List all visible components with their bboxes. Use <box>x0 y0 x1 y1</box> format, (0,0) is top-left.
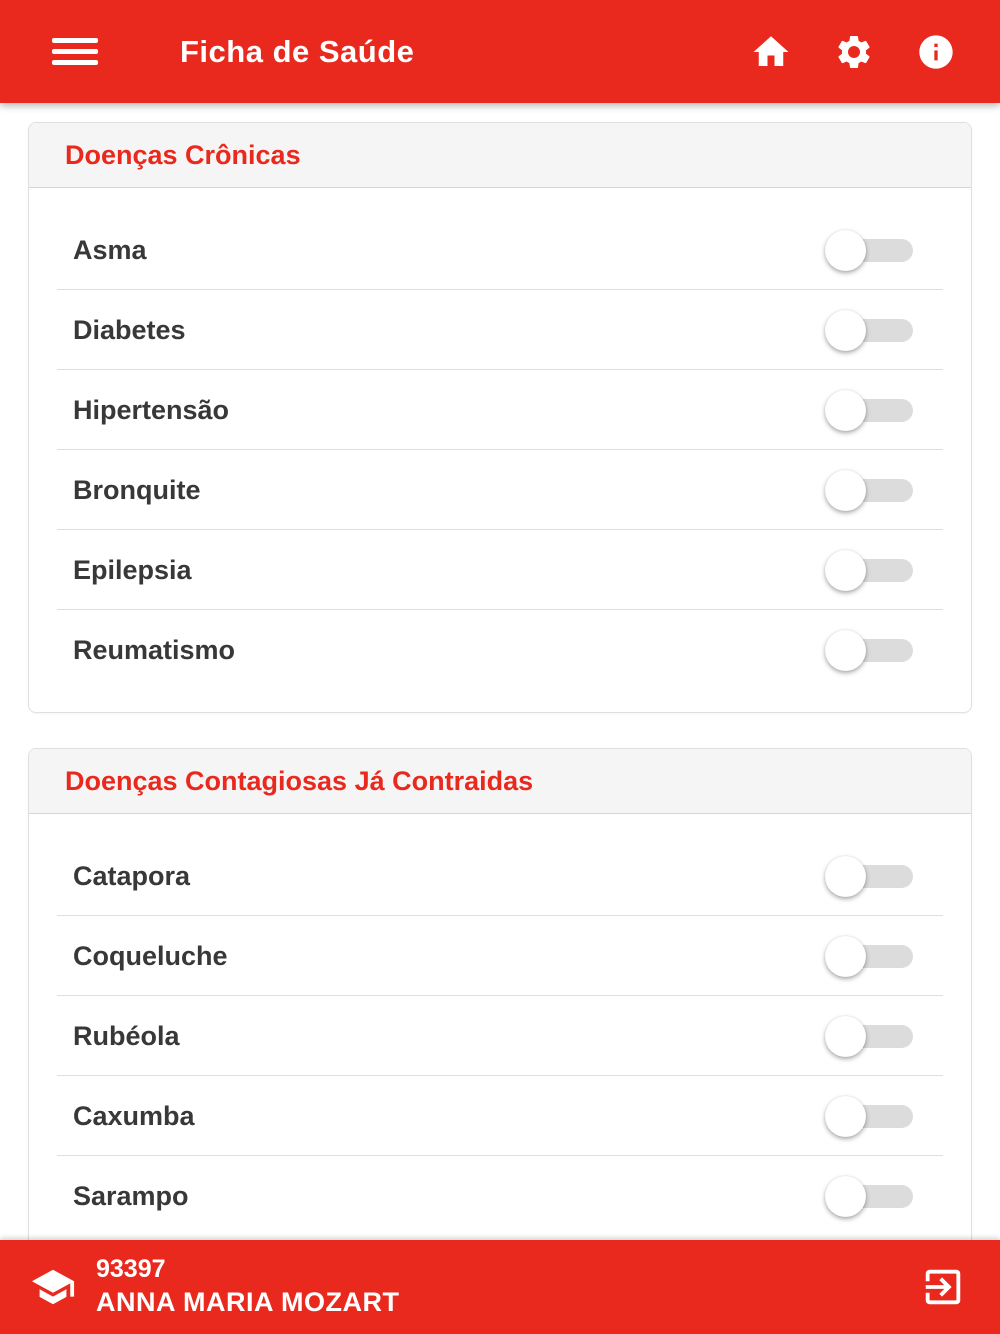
logout-button[interactable] <box>920 1264 966 1310</box>
toggle-switch[interactable] <box>829 469 913 511</box>
disease-label: Epilepsia <box>73 554 192 585</box>
gear-icon <box>834 32 874 72</box>
switch-knob <box>825 470 866 511</box>
disease-label: Asma <box>73 234 147 265</box>
switch-knob <box>825 630 866 671</box>
disease-label: Hipertensão <box>73 394 230 425</box>
info-button[interactable] <box>916 32 956 72</box>
appbar-actions <box>750 31 956 73</box>
school-icon <box>30 1264 76 1310</box>
menu-button[interactable] <box>52 34 98 69</box>
toggle-switch[interactable] <box>829 549 913 591</box>
disease-row <box>29 1076 971 1156</box>
content <box>0 103 1000 1259</box>
card-header <box>29 123 971 188</box>
disease-row <box>29 916 971 996</box>
disease-row <box>29 530 971 610</box>
toggle-switch[interactable] <box>829 389 913 431</box>
disease-label: Bronquite <box>73 474 201 505</box>
menu-icon <box>52 38 98 43</box>
home-icon <box>750 31 792 73</box>
section-card <box>28 122 972 713</box>
toggle-switch[interactable] <box>829 1095 913 1137</box>
info-icon <box>916 32 956 72</box>
disease-label: Sarampo <box>73 1180 189 1211</box>
card-header <box>29 749 971 814</box>
section-title: Doenças Crônicas <box>65 139 301 170</box>
disease-row <box>29 370 971 450</box>
switch-knob <box>825 550 866 591</box>
switch-knob <box>825 310 866 351</box>
toggle-switch[interactable] <box>829 1015 913 1057</box>
toggle-switch[interactable] <box>829 629 913 671</box>
switch-knob <box>825 1016 866 1057</box>
home-button[interactable] <box>750 31 792 73</box>
disease-list <box>29 188 971 712</box>
disease-label: Rubéola <box>73 1020 180 1051</box>
disease-row <box>29 1156 971 1236</box>
student-id: 93397 <box>96 1255 166 1284</box>
app-bar <box>0 0 1000 103</box>
disease-label: Catapora <box>73 860 191 891</box>
disease-row <box>29 610 971 690</box>
switch-knob <box>825 230 866 271</box>
student-info <box>96 1256 399 1317</box>
disease-label: Caxumba <box>73 1100 195 1131</box>
disease-row <box>29 450 971 530</box>
disease-label: Reumatismo <box>73 634 236 665</box>
settings-button[interactable] <box>834 32 874 72</box>
exit-icon <box>920 1264 966 1310</box>
switch-knob <box>825 856 866 897</box>
toggle-switch[interactable] <box>829 935 913 977</box>
disease-row <box>29 996 971 1076</box>
disease-label: Diabetes <box>73 314 186 345</box>
section-card <box>28 748 972 1259</box>
disease-row <box>29 836 971 916</box>
toggle-switch[interactable] <box>829 855 913 897</box>
disease-row <box>29 210 971 290</box>
disease-list <box>29 814 971 1258</box>
student-name: ANNA MARIA MOZART <box>96 1286 400 1317</box>
disease-row <box>29 290 971 370</box>
section-title: Doenças Contagiosas Já Contraidas <box>65 765 534 796</box>
switch-knob <box>825 936 866 977</box>
disease-label: Coqueluche <box>73 940 228 971</box>
footer-bar <box>0 1240 1000 1334</box>
switch-knob <box>825 1176 866 1217</box>
toggle-switch[interactable] <box>829 1175 913 1217</box>
switch-knob <box>825 390 866 431</box>
page-title: Ficha de Saúde <box>180 33 415 69</box>
toggle-switch[interactable] <box>829 309 913 351</box>
toggle-switch[interactable] <box>829 229 913 271</box>
switch-knob <box>825 1096 866 1137</box>
